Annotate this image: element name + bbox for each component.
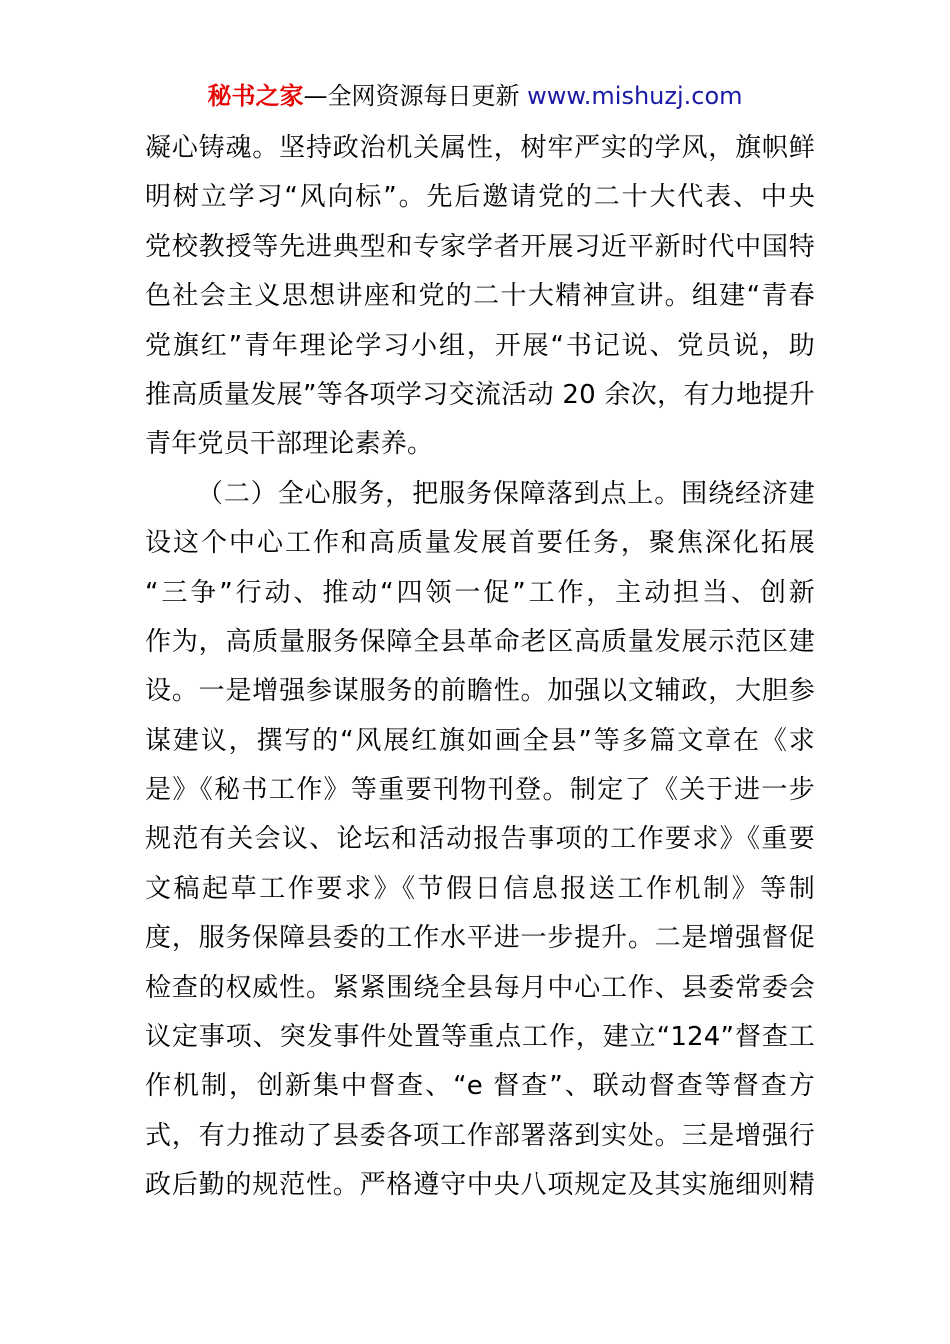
site-url-link[interactable]: www.mishuzj.com	[527, 82, 743, 110]
text-line: “三争”行动、推动“四领一促”工作，主动担当、创新	[145, 577, 815, 608]
text-line: 设。一是增强参谋服务的前瞻性。加强以文辅政，大胆参	[145, 676, 815, 707]
site-header	[0, 80, 950, 112]
text-line: 青年党员干部理论素养。	[145, 429, 434, 460]
text-line: 凝心铸魂。坚持政治机关属性，树牢严实的学风，旗帜鲜	[145, 133, 815, 163]
text-line: 规范有关会议、论坛和活动报告事项的工作要求》《重要	[145, 824, 815, 855]
text-line: 议定事项、突发事件处置等重点工作，建立“124”督查工	[145, 1022, 815, 1053]
text-line: 色社会主义思想讲座和党的二十大精神宣讲。组建“青春	[145, 281, 815, 312]
text-line: 作为，高质量服务保障全县革命老区高质量发展示范区建	[145, 626, 815, 657]
text-line: 度，服务保障县委的工作水平进一步提升。二是增强督促	[145, 923, 815, 954]
text-line: 推高质量发展”等各项学习交流活动 20 余次，有力地提升	[145, 379, 815, 410]
text-line: 明树立学习“风向标”。先后邀请党的二十大代表、中央	[145, 182, 815, 213]
text-line: 设这个中心工作和高质量发展首要任务，聚焦深化拓展	[145, 528, 815, 559]
text-line: 式，有力推动了县委各项工作部署落到实处。三是增强行	[145, 1120, 815, 1151]
section-heading-line: （二）全心服务，把服务保障落到点上。围绕经济建	[197, 478, 815, 509]
text-line: 党校教授等先进典型和专家学者开展习近平新时代中国特	[145, 231, 815, 262]
site-tagline: —全网资源每日更新	[303, 82, 520, 110]
document-body	[145, 124, 815, 1211]
text-line: 检查的权威性。紧紧围绕全县每月中心工作、县委常委会	[145, 972, 815, 1003]
text-line: 是》《秘书工作》等重要刊物刊登。制定了《关于进一步	[145, 775, 815, 806]
text-line: 谋建议，撰写的“风展红旗如画全县”等多篇文章在《求	[145, 725, 815, 756]
text-line: 党旗红”青年理论学习小组，开展“书记说、党员说，助	[145, 330, 815, 361]
text-line: 文稿起草工作要求》《节假日信息报送工作机制》等制	[145, 873, 815, 904]
site-brand: 秘书之家	[207, 82, 304, 110]
text-line: 作机制，创新集中督查、“e 督查”、联动督查等督查方	[145, 1071, 815, 1102]
text-line: 政后勤的规范性。严格遵守中央八项规定及其实施细则精	[145, 1170, 815, 1201]
